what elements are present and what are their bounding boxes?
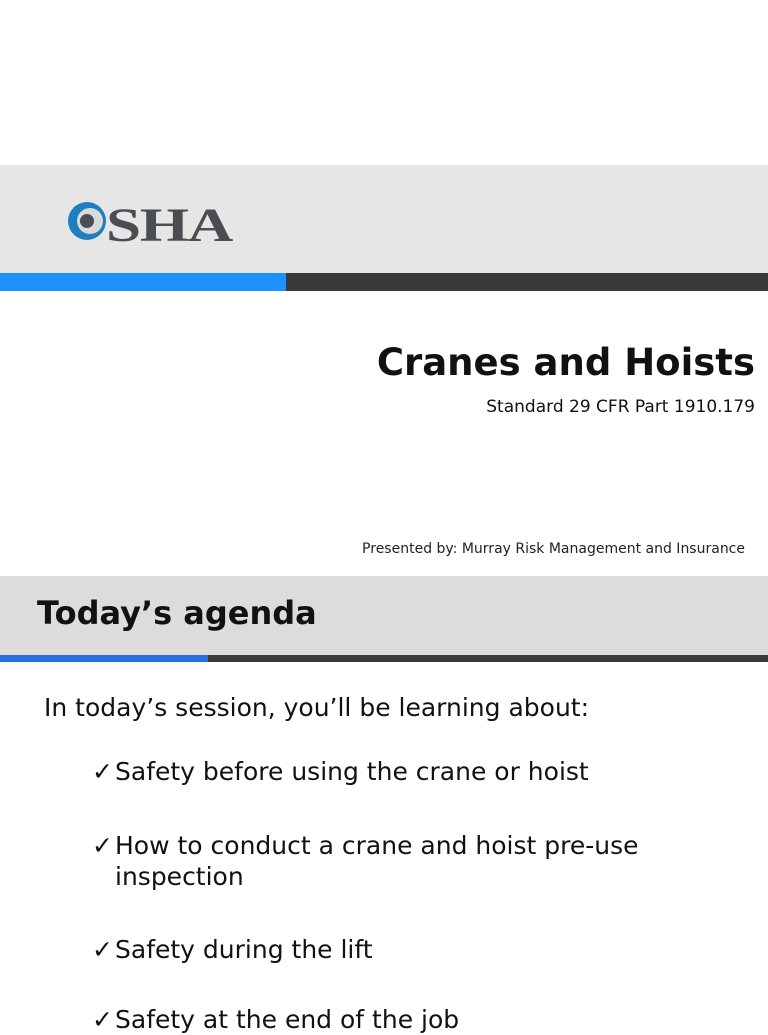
agenda-item (92, 934, 712, 965)
agenda-item-text: Safety at the end of the job (115, 1005, 460, 1034)
agenda-item-text: How to conduct a crane and hoist pre-use inspection (115, 831, 639, 891)
logo-ring-core (80, 214, 94, 228)
osha-logo-graphic (66, 196, 236, 246)
checkmark-icon: ✓ (92, 757, 113, 786)
checkmark-icon: ✓ (92, 935, 113, 964)
presenter-credit: Presented by: Murray Risk Management and Insurance (362, 541, 745, 557)
checkmark-icon: ✓ (92, 1005, 113, 1034)
agenda-item (92, 756, 712, 787)
agenda-item-text: Safety during the lift (115, 935, 373, 964)
slide-subtitle: Standard 29 CFR Part 1910.179 (486, 397, 755, 417)
agenda-accent-bar-blue (0, 655, 208, 662)
logo-text: SHA (106, 199, 234, 246)
agenda-item (92, 1004, 712, 1035)
osha-logo (66, 196, 236, 246)
agenda-heading: Today’s agenda (37, 594, 317, 632)
agenda-accent-bar-dark (208, 655, 768, 662)
agenda-item-text: Safety before using the crane or hoist (115, 757, 589, 786)
slide-title: Cranes and Hoists (376, 341, 755, 384)
checkmark-icon: ✓ (92, 831, 113, 860)
agenda-intro: In today’s session, you’ll be learning about: (44, 693, 590, 722)
agenda-item (92, 830, 712, 892)
accent-bar-blue (0, 273, 286, 291)
accent-bar-dark (286, 273, 768, 291)
